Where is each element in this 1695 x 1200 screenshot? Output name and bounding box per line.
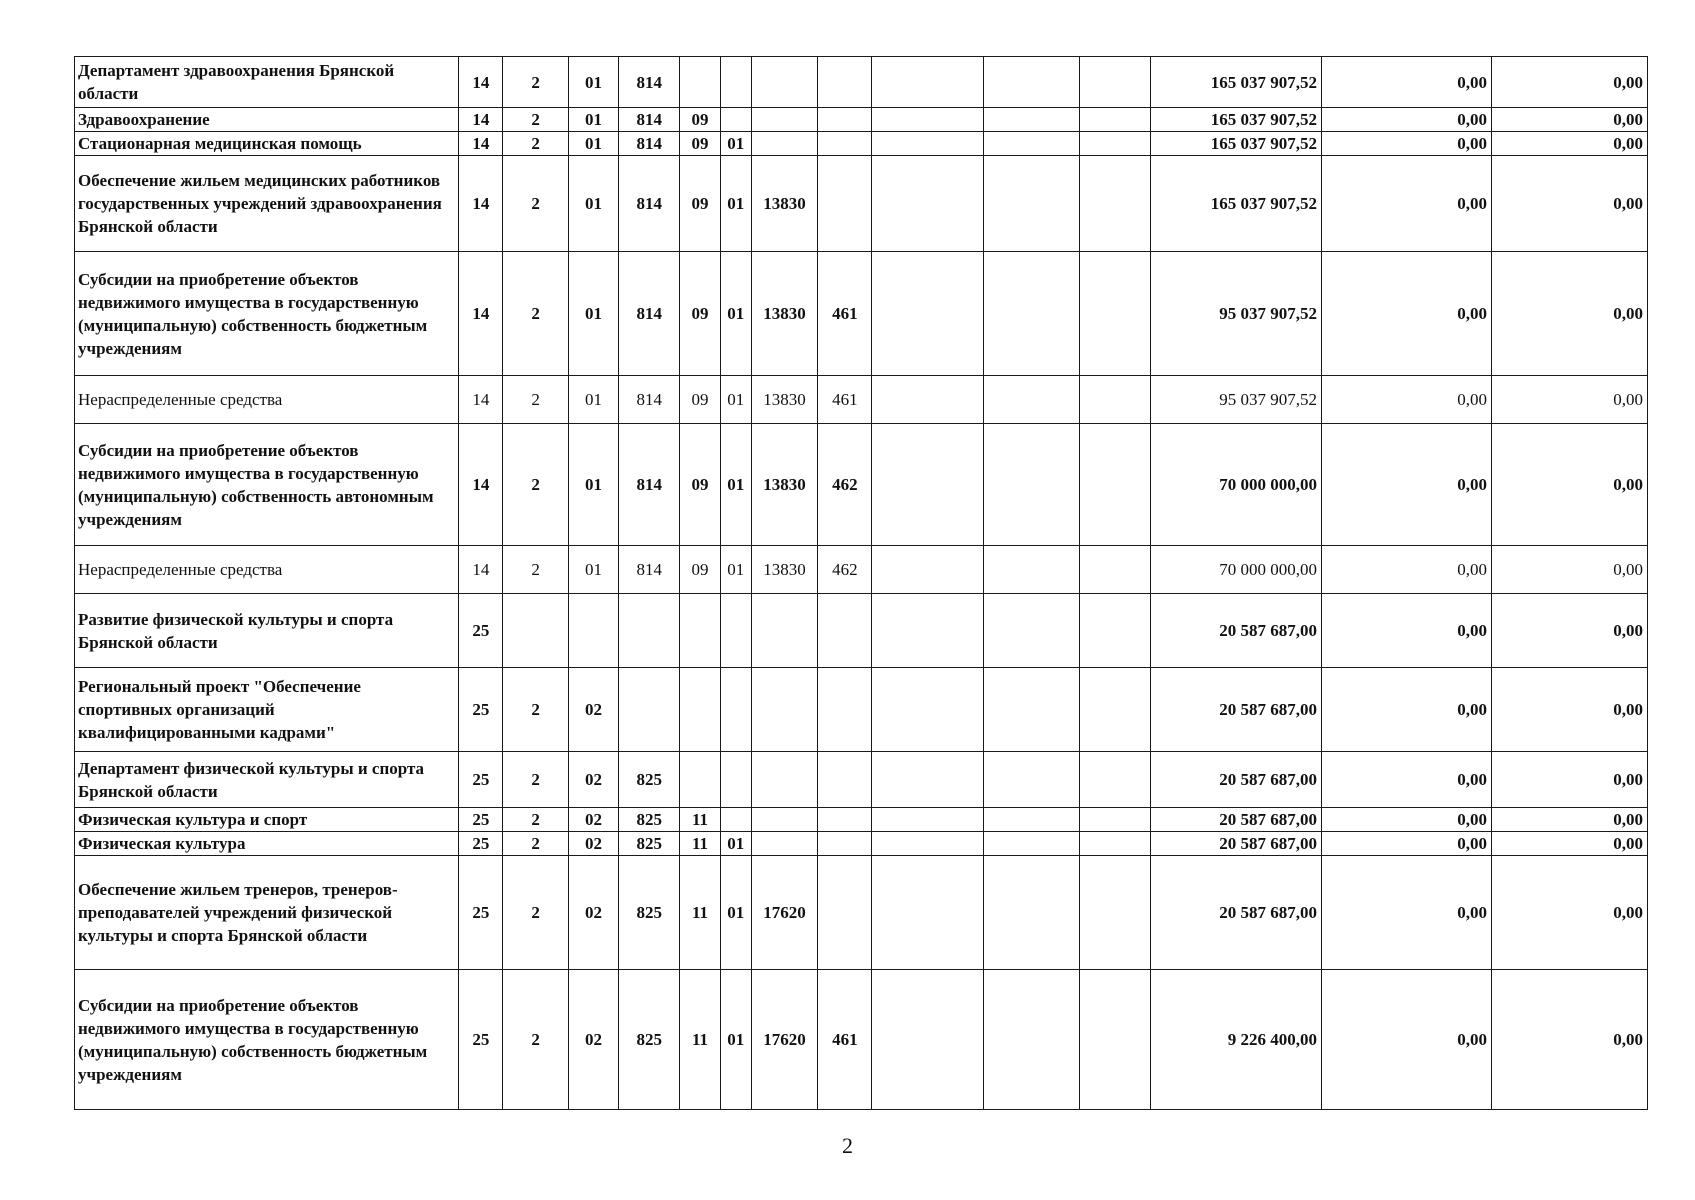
code-cell: 17620 <box>751 970 817 1110</box>
row-name-cell: Физическая культура <box>75 832 459 856</box>
empty-cell <box>984 57 1080 108</box>
code-cell <box>818 832 872 856</box>
empty-cell <box>872 424 984 546</box>
code-cell: 11 <box>680 808 720 832</box>
code-cell: 02 <box>568 832 618 856</box>
code-cell <box>680 594 720 668</box>
code-cell <box>720 108 751 132</box>
empty-cell <box>1079 108 1150 132</box>
table-row <box>75 108 1648 132</box>
code-cell: 13830 <box>751 546 817 594</box>
code-cell: 461 <box>818 252 872 376</box>
amount-cell: 0,00 <box>1491 57 1647 108</box>
code-cell <box>818 594 872 668</box>
code-cell: 25 <box>459 856 503 970</box>
code-cell <box>818 132 872 156</box>
code-cell <box>720 594 751 668</box>
code-cell <box>818 57 872 108</box>
empty-cell <box>872 832 984 856</box>
amount-cell: 20 587 687,00 <box>1151 856 1322 970</box>
empty-cell <box>872 57 984 108</box>
code-cell: 2 <box>503 57 568 108</box>
empty-cell <box>1079 252 1150 376</box>
empty-cell <box>872 376 984 424</box>
amount-cell: 0,00 <box>1322 832 1492 856</box>
code-cell: 25 <box>459 832 503 856</box>
empty-cell <box>984 376 1080 424</box>
code-cell: 814 <box>619 156 680 252</box>
code-cell: 814 <box>619 424 680 546</box>
code-cell: 13830 <box>751 252 817 376</box>
code-cell <box>751 57 817 108</box>
table-row <box>75 252 1648 376</box>
code-cell: 11 <box>680 856 720 970</box>
amount-cell: 0,00 <box>1322 376 1492 424</box>
row-name-cell: Здравоохранение <box>75 108 459 132</box>
code-cell: 2 <box>503 832 568 856</box>
amount-cell: 0,00 <box>1322 156 1492 252</box>
empty-cell <box>872 108 984 132</box>
empty-cell <box>984 856 1080 970</box>
code-cell: 2 <box>503 424 568 546</box>
empty-cell <box>984 668 1080 752</box>
empty-cell <box>872 156 984 252</box>
empty-cell <box>872 752 984 808</box>
empty-cell <box>1079 668 1150 752</box>
table-row <box>75 970 1648 1110</box>
amount-cell: 70 000 000,00 <box>1151 424 1322 546</box>
empty-cell <box>1079 856 1150 970</box>
amount-cell: 0,00 <box>1491 376 1647 424</box>
code-cell: 09 <box>680 546 720 594</box>
code-cell: 01 <box>720 856 751 970</box>
code-cell: 09 <box>680 132 720 156</box>
row-name-cell: Развитие физической культуры и спорта Брянской области <box>75 594 459 668</box>
code-cell: 01 <box>568 376 618 424</box>
code-cell: 01 <box>720 252 751 376</box>
code-cell <box>818 156 872 252</box>
code-cell: 461 <box>818 376 872 424</box>
code-cell <box>818 108 872 132</box>
table-row <box>75 668 1648 752</box>
code-cell: 2 <box>503 252 568 376</box>
amount-cell: 0,00 <box>1322 132 1492 156</box>
amount-cell: 95 037 907,52 <box>1151 376 1322 424</box>
empty-cell <box>1079 594 1150 668</box>
code-cell: 14 <box>459 108 503 132</box>
amount-cell: 20 587 687,00 <box>1151 752 1322 808</box>
empty-cell <box>872 546 984 594</box>
code-cell: 11 <box>680 832 720 856</box>
code-cell: 01 <box>568 132 618 156</box>
table-row <box>75 57 1648 108</box>
code-cell: 14 <box>459 252 503 376</box>
amount-cell: 0,00 <box>1322 668 1492 752</box>
code-cell: 462 <box>818 546 872 594</box>
amount-cell: 0,00 <box>1491 970 1647 1110</box>
amount-cell: 20 587 687,00 <box>1151 808 1322 832</box>
code-cell <box>751 752 817 808</box>
amount-cell: 165 037 907,52 <box>1151 108 1322 132</box>
code-cell <box>720 752 751 808</box>
code-cell <box>619 668 680 752</box>
code-cell: 814 <box>619 108 680 132</box>
code-cell: 2 <box>503 546 568 594</box>
amount-cell: 0,00 <box>1491 132 1647 156</box>
budget-table <box>74 56 1648 1110</box>
code-cell: 825 <box>619 856 680 970</box>
code-cell: 01 <box>568 108 618 132</box>
empty-cell <box>984 156 1080 252</box>
empty-cell <box>984 546 1080 594</box>
amount-cell: 0,00 <box>1322 252 1492 376</box>
empty-cell <box>1079 808 1150 832</box>
code-cell: 01 <box>568 424 618 546</box>
code-cell: 09 <box>680 156 720 252</box>
code-cell <box>720 668 751 752</box>
code-cell: 17620 <box>751 856 817 970</box>
amount-cell: 0,00 <box>1322 752 1492 808</box>
amount-cell: 0,00 <box>1491 856 1647 970</box>
empty-cell <box>984 252 1080 376</box>
table-row <box>75 376 1648 424</box>
empty-cell <box>984 808 1080 832</box>
code-cell: 814 <box>619 57 680 108</box>
page-number: 2 <box>842 1133 853 1158</box>
empty-cell <box>872 252 984 376</box>
code-cell: 11 <box>680 970 720 1110</box>
code-cell: 2 <box>503 376 568 424</box>
table-row <box>75 156 1648 252</box>
empty-cell <box>1079 832 1150 856</box>
row-name-cell: Стационарная медицинская помощь <box>75 132 459 156</box>
code-cell <box>503 594 568 668</box>
row-name-cell: Субсидии на приобретение объектов недвижимого имущества в государственную (муниципальную) собственность автономным учреждениям <box>75 424 459 546</box>
empty-cell <box>872 856 984 970</box>
code-cell: 25 <box>459 594 503 668</box>
code-cell: 09 <box>680 108 720 132</box>
table-row <box>75 808 1648 832</box>
amount-cell: 0,00 <box>1491 832 1647 856</box>
code-cell: 01 <box>720 546 751 594</box>
code-cell: 01 <box>720 156 751 252</box>
code-cell: 2 <box>503 856 568 970</box>
empty-cell <box>984 108 1080 132</box>
empty-cell <box>1079 424 1150 546</box>
code-cell: 14 <box>459 546 503 594</box>
code-cell: 814 <box>619 546 680 594</box>
code-cell: 14 <box>459 376 503 424</box>
amount-cell: 0,00 <box>1322 57 1492 108</box>
row-name-cell: Департамент физической культуры и спорта Брянской области <box>75 752 459 808</box>
empty-cell <box>1079 57 1150 108</box>
amount-cell: 20 587 687,00 <box>1151 594 1322 668</box>
amount-cell: 9 226 400,00 <box>1151 970 1322 1110</box>
code-cell: 814 <box>619 376 680 424</box>
amount-cell: 20 587 687,00 <box>1151 832 1322 856</box>
code-cell: 01 <box>568 57 618 108</box>
empty-cell <box>872 132 984 156</box>
amount-cell: 0,00 <box>1491 752 1647 808</box>
table-row <box>75 546 1648 594</box>
code-cell: 2 <box>503 156 568 252</box>
row-name-cell: Нераспределенные средства <box>75 376 459 424</box>
amount-cell: 0,00 <box>1491 108 1647 132</box>
table-row <box>75 594 1648 668</box>
empty-cell <box>984 424 1080 546</box>
amount-cell: 0,00 <box>1491 156 1647 252</box>
code-cell: 09 <box>680 252 720 376</box>
code-cell <box>818 856 872 970</box>
code-cell: 825 <box>619 752 680 808</box>
amount-cell: 0,00 <box>1491 594 1647 668</box>
empty-cell <box>872 668 984 752</box>
code-cell: 814 <box>619 132 680 156</box>
code-cell <box>751 832 817 856</box>
row-name-cell: Обеспечение жильем медицинских работников государственных учреждений здравоохранения Брянской области <box>75 156 459 252</box>
code-cell <box>751 594 817 668</box>
code-cell: 02 <box>568 808 618 832</box>
code-cell <box>619 594 680 668</box>
amount-cell: 70 000 000,00 <box>1151 546 1322 594</box>
code-cell: 461 <box>818 970 872 1110</box>
code-cell: 462 <box>818 424 872 546</box>
code-cell <box>720 57 751 108</box>
amount-cell: 20 587 687,00 <box>1151 668 1322 752</box>
code-cell: 02 <box>568 970 618 1110</box>
empty-cell <box>1079 752 1150 808</box>
code-cell: 825 <box>619 808 680 832</box>
code-cell <box>751 108 817 132</box>
empty-cell <box>984 752 1080 808</box>
code-cell: 2 <box>503 970 568 1110</box>
empty-cell <box>872 808 984 832</box>
row-name-cell: Департамент здравоохранения Брянской области <box>75 57 459 108</box>
code-cell: 02 <box>568 856 618 970</box>
code-cell: 25 <box>459 808 503 832</box>
table-row <box>75 132 1648 156</box>
code-cell: 13830 <box>751 376 817 424</box>
code-cell <box>818 808 872 832</box>
row-name-cell: Обеспечение жильем тренеров, тренеров-преподавателей учреждений физической культуры и спорта Брянской области <box>75 856 459 970</box>
amount-cell: 0,00 <box>1322 594 1492 668</box>
code-cell: 14 <box>459 57 503 108</box>
code-cell: 01 <box>568 252 618 376</box>
amount-cell: 0,00 <box>1322 424 1492 546</box>
code-cell: 814 <box>619 252 680 376</box>
code-cell <box>568 594 618 668</box>
row-name-cell: Региональный проект "Обеспечение спортивных организаций квалифицированными кадрами" <box>75 668 459 752</box>
amount-cell: 0,00 <box>1322 808 1492 832</box>
code-cell <box>720 808 751 832</box>
table-row <box>75 832 1648 856</box>
row-name-cell: Физическая культура и спорт <box>75 808 459 832</box>
code-cell: 2 <box>503 752 568 808</box>
empty-cell <box>984 594 1080 668</box>
code-cell: 01 <box>720 376 751 424</box>
amount-cell: 95 037 907,52 <box>1151 252 1322 376</box>
code-cell: 2 <box>503 108 568 132</box>
amount-cell: 0,00 <box>1322 970 1492 1110</box>
code-cell: 01 <box>568 156 618 252</box>
code-cell: 2 <box>503 132 568 156</box>
code-cell: 2 <box>503 808 568 832</box>
row-name-cell: Нераспределенные средства <box>75 546 459 594</box>
code-cell: 13830 <box>751 424 817 546</box>
amount-cell: 165 037 907,52 <box>1151 156 1322 252</box>
code-cell <box>751 808 817 832</box>
code-cell <box>751 668 817 752</box>
empty-cell <box>984 832 1080 856</box>
empty-cell <box>1079 132 1150 156</box>
amount-cell: 0,00 <box>1491 546 1647 594</box>
empty-cell <box>872 970 984 1110</box>
amount-cell: 165 037 907,52 <box>1151 57 1322 108</box>
empty-cell <box>1079 376 1150 424</box>
code-cell: 25 <box>459 668 503 752</box>
code-cell: 02 <box>568 668 618 752</box>
code-cell: 09 <box>680 376 720 424</box>
empty-cell <box>1079 156 1150 252</box>
table-row <box>75 856 1648 970</box>
amount-cell: 0,00 <box>1491 252 1647 376</box>
code-cell: 14 <box>459 424 503 546</box>
code-cell: 02 <box>568 752 618 808</box>
code-cell: 01 <box>720 832 751 856</box>
code-cell: 825 <box>619 832 680 856</box>
table-row <box>75 424 1648 546</box>
code-cell: 825 <box>619 970 680 1110</box>
empty-cell <box>984 132 1080 156</box>
amount-cell: 0,00 <box>1491 424 1647 546</box>
code-cell: 25 <box>459 752 503 808</box>
code-cell: 01 <box>568 546 618 594</box>
amount-cell: 0,00 <box>1322 856 1492 970</box>
code-cell: 01 <box>720 970 751 1110</box>
code-cell <box>818 752 872 808</box>
empty-cell <box>1079 546 1150 594</box>
table-body <box>75 57 1648 1110</box>
empty-cell <box>984 970 1080 1110</box>
code-cell: 14 <box>459 156 503 252</box>
code-cell <box>818 668 872 752</box>
code-cell: 01 <box>720 132 751 156</box>
code-cell <box>680 752 720 808</box>
amount-cell: 0,00 <box>1491 808 1647 832</box>
code-cell: 14 <box>459 132 503 156</box>
empty-cell <box>872 594 984 668</box>
code-cell: 13830 <box>751 156 817 252</box>
code-cell <box>751 132 817 156</box>
row-name-cell: Субсидии на приобретение объектов недвижимого имущества в государственную (муниципальную) собственность бюджетным учреждениям <box>75 970 459 1110</box>
amount-cell: 0,00 <box>1322 108 1492 132</box>
row-name-cell: Субсидии на приобретение объектов недвижимого имущества в государственную (муниципальную) собственность бюджетным учреждениям <box>75 252 459 376</box>
amount-cell: 0,00 <box>1322 546 1492 594</box>
code-cell: 09 <box>680 424 720 546</box>
code-cell: 01 <box>720 424 751 546</box>
amount-cell: 0,00 <box>1491 668 1647 752</box>
amount-cell: 165 037 907,52 <box>1151 132 1322 156</box>
code-cell <box>680 57 720 108</box>
code-cell <box>680 668 720 752</box>
empty-cell <box>1079 970 1150 1110</box>
table-row <box>75 752 1648 808</box>
code-cell: 2 <box>503 668 568 752</box>
code-cell: 25 <box>459 970 503 1110</box>
